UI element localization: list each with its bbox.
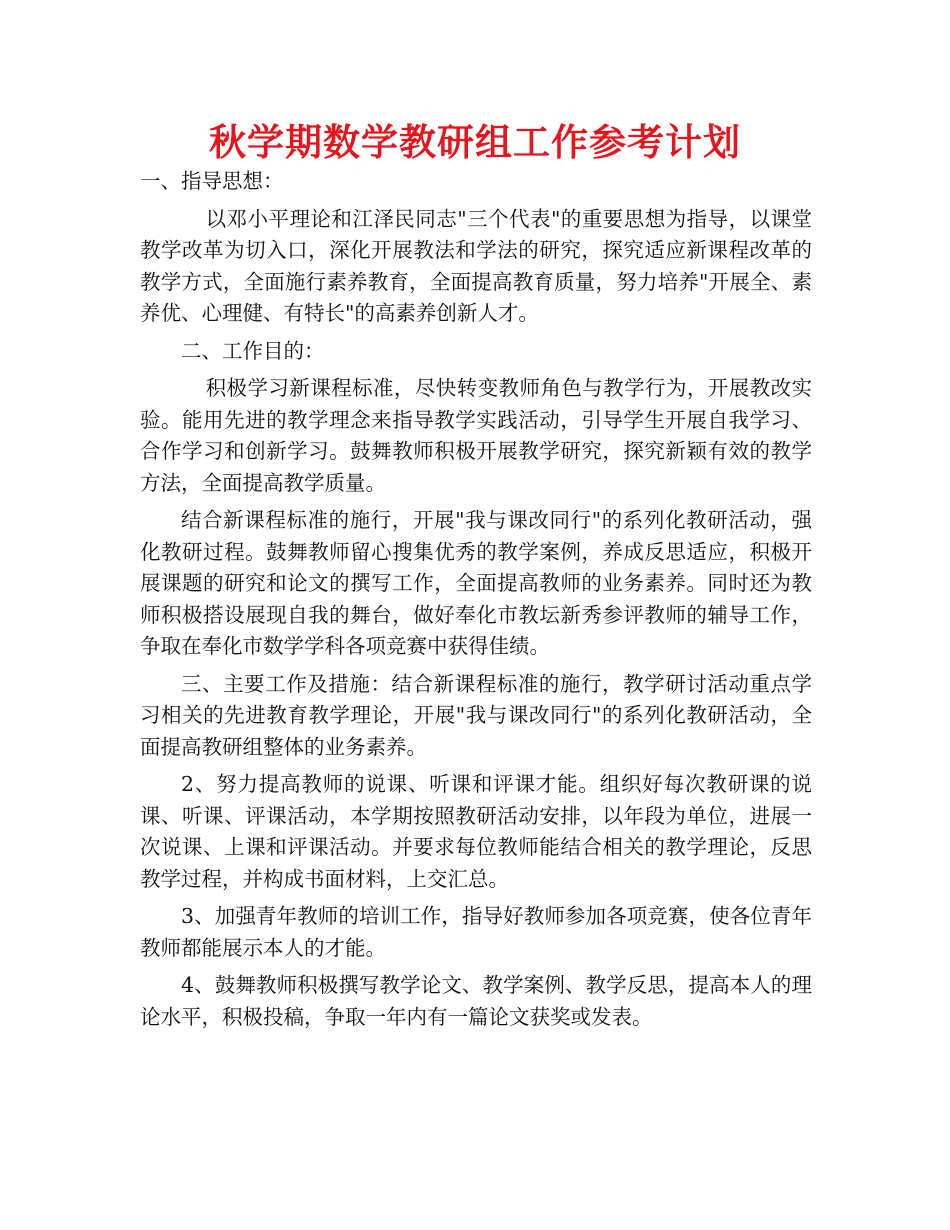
document-title: 秋学期数学教研组工作参考计划 (209, 121, 741, 164)
paragraph-teaching-research: 结合新课程标准的施行，开展"我与课改同行"的系列化教研活动，强化教研过程。鼓舞教师留心搜集优秀的教学案例，养成反思适应，积极开展课题的研究和论文的撰写工作，全面提高教师的业务素养。同时还为教师积极搭设展现自我的舞台，做好奉化市教坛新秀参评教师的辅导工作，争取在奉化市数学学科各项竞赛中获得佳绩。 (140, 508, 812, 658)
paragraph-item-3: 3、加强青年教师的培训工作，指导好教师参加各项竞赛，使各位青年教师都能展示本人的才能。 (140, 904, 812, 960)
document-body (140, 166, 812, 1039)
paragraph-item-4: 4、鼓舞教师积极撰写教学论文、教学案例、教学反思，提高本人的理论水平，积极投稿，争取一年内有一篇论文获奖或发表。 (140, 973, 812, 1029)
paragraph-guiding-ideology: 以邓小平理论和江泽民同志"三个代表"的重要思想为指导，以课堂教学改革为切入口，深化开展教法和学法的研究，探究适应新课程改革的教学方式，全面施行素养教育，全面提高教育质量，努力培养"开展全、素养优、心理健、有特长"的高素养创新人才。 (140, 206, 812, 325)
paragraph-work-goals: 积极学习新课程标准，尽快转变教师角色与教学行为，开展教改实验。能用先进的教学理念来指导教学实践活动，引导学生开展自我学习、合作学习和创新学习。鼓舞教师积极开展教学研究，探究新颖有效的教学方法，全面提高教学质量。 (140, 376, 812, 495)
paragraph-main-measures: 三、主要工作及措施：结合新课程标准的施行，教学研讨活动重点学习相关的先进教育教学理论，开展"我与课改同行"的系列化教研活动，全面提高教研组整体的业务素养。 (140, 671, 812, 759)
section-heading-guiding-ideology: 一、指导思想： (140, 169, 284, 193)
section-heading-work-goals: 二、工作目的： (181, 338, 325, 363)
paragraph-item-2: 2、努力提高教师的说课、听课和评课才能。组织好每次教研课的说课、听课、评课活动，本学期按照教研活动安排，以年段为单位，进展一次说课、上课和评课活动。并要求每位教师能结合相关的教学理论，反思教学过程，并构成书面材料，上交汇总。 (140, 772, 812, 891)
